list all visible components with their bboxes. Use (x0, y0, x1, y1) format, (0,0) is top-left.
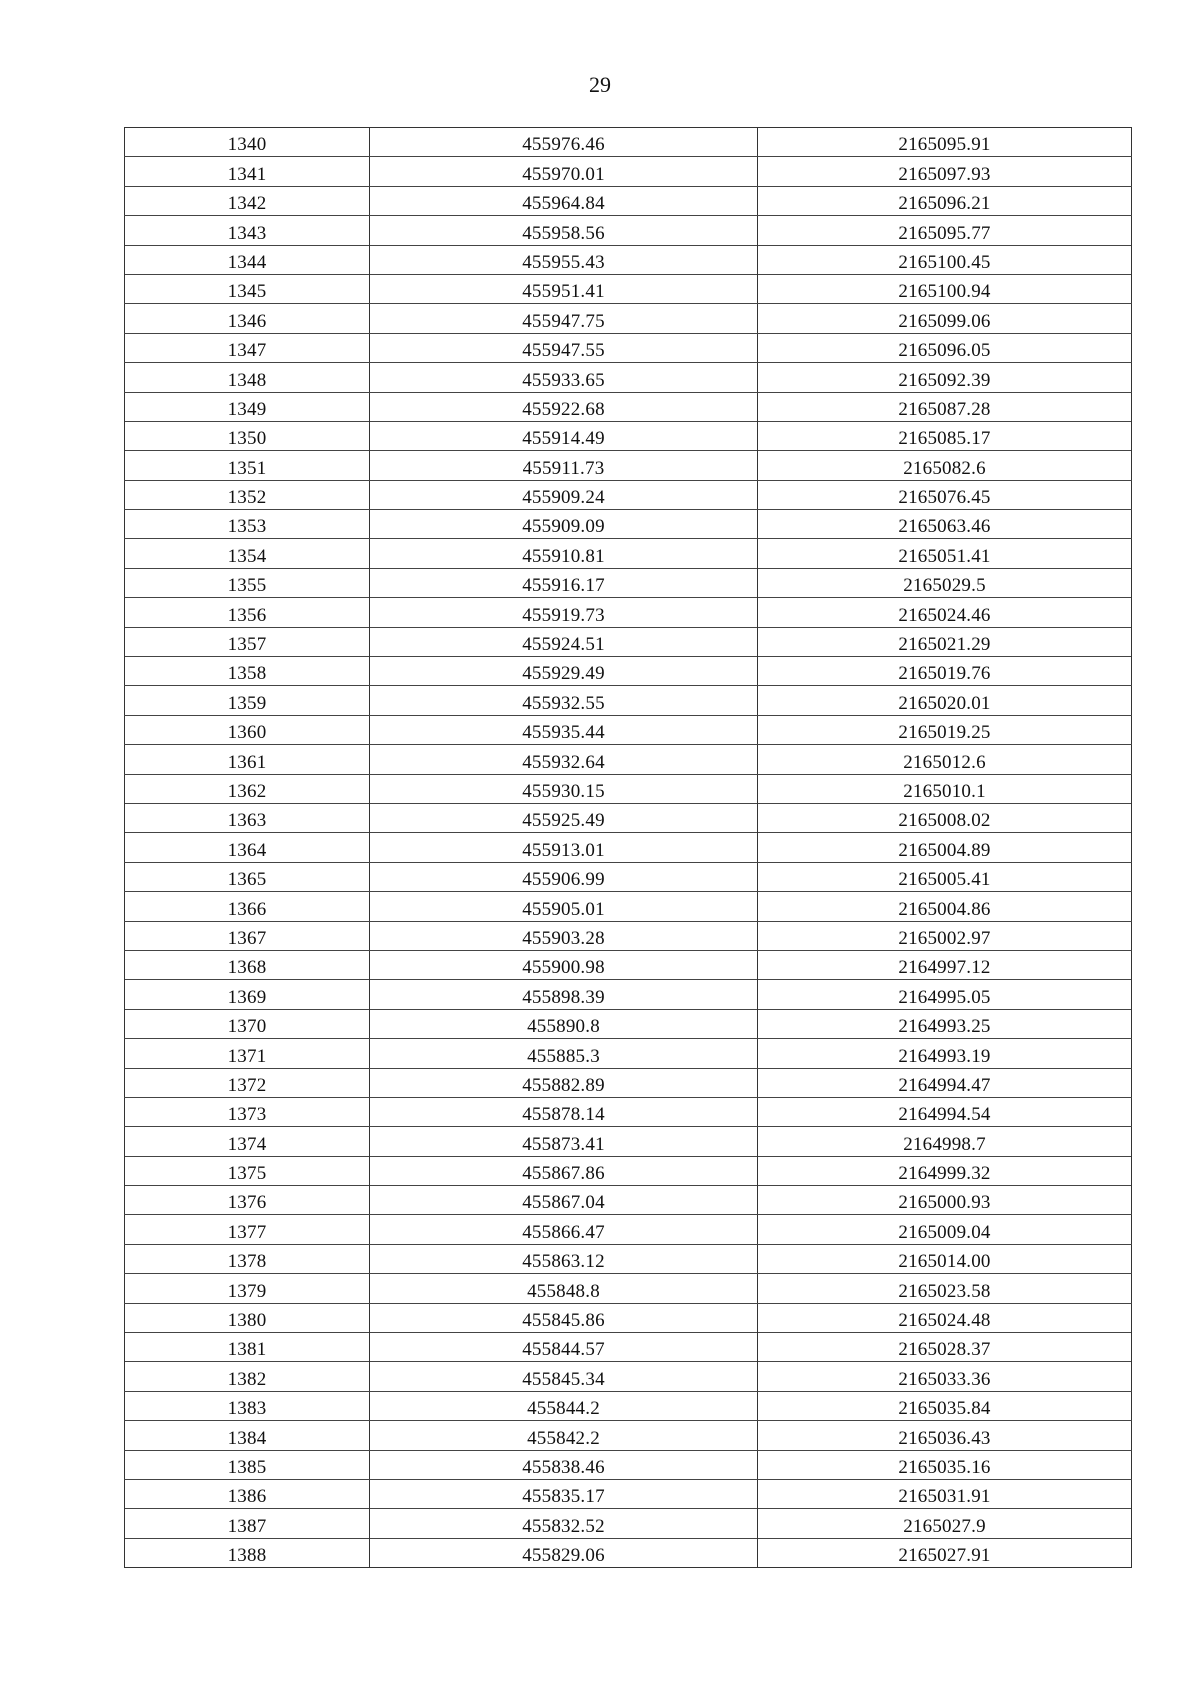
table-row (125, 274, 1132, 303)
x-coordinate-cell: 455903.28 (370, 921, 758, 950)
y-coordinate-cell: 2165087.28 (758, 392, 1132, 421)
x-coordinate-cell: 455947.55 (370, 333, 758, 362)
table-row (125, 833, 1132, 862)
table-row (125, 686, 1132, 715)
point-number-cell: 1345 (125, 274, 370, 303)
point-number-cell: 1344 (125, 245, 370, 274)
point-number-cell: 1354 (125, 539, 370, 568)
y-coordinate-cell: 2165024.48 (758, 1303, 1132, 1332)
x-coordinate-cell: 455890.8 (370, 1009, 758, 1038)
point-number-cell: 1375 (125, 1156, 370, 1185)
table-row (125, 1274, 1132, 1303)
x-coordinate-cell: 455838.46 (370, 1450, 758, 1479)
point-number-cell: 1353 (125, 510, 370, 539)
x-coordinate-cell: 455951.41 (370, 274, 758, 303)
table-row (125, 363, 1132, 392)
x-coordinate-cell: 455835.17 (370, 1479, 758, 1508)
x-coordinate-cell: 455844.57 (370, 1333, 758, 1362)
y-coordinate-cell: 2164997.12 (758, 950, 1132, 979)
x-coordinate-cell: 455932.64 (370, 745, 758, 774)
table-row (125, 1244, 1132, 1273)
y-coordinate-cell: 2165033.36 (758, 1362, 1132, 1391)
table-row (125, 1156, 1132, 1185)
table-row (125, 304, 1132, 333)
x-coordinate-cell: 455947.75 (370, 304, 758, 333)
point-number-cell: 1385 (125, 1450, 370, 1479)
point-number-cell: 1348 (125, 363, 370, 392)
table-row (125, 627, 1132, 656)
x-coordinate-cell: 455867.04 (370, 1186, 758, 1215)
x-coordinate-cell: 455829.06 (370, 1538, 758, 1567)
x-coordinate-cell: 455933.65 (370, 363, 758, 392)
y-coordinate-cell: 2165004.89 (758, 833, 1132, 862)
y-coordinate-cell: 2165028.37 (758, 1333, 1132, 1362)
y-coordinate-cell: 2165085.17 (758, 421, 1132, 450)
point-number-cell: 1371 (125, 1039, 370, 1068)
point-number-cell: 1384 (125, 1421, 370, 1450)
point-number-cell: 1364 (125, 833, 370, 862)
table-row (125, 892, 1132, 921)
point-number-cell: 1340 (125, 128, 370, 157)
y-coordinate-cell: 2165029.5 (758, 568, 1132, 597)
point-number-cell: 1352 (125, 480, 370, 509)
table-row (125, 1097, 1132, 1126)
x-coordinate-cell: 455914.49 (370, 421, 758, 450)
x-coordinate-cell: 455878.14 (370, 1097, 758, 1126)
point-number-cell: 1349 (125, 392, 370, 421)
y-coordinate-cell: 2165095.91 (758, 128, 1132, 157)
x-coordinate-cell: 455906.99 (370, 862, 758, 891)
table-row (125, 392, 1132, 421)
y-coordinate-cell: 2165021.29 (758, 627, 1132, 656)
x-coordinate-cell: 455845.86 (370, 1303, 758, 1332)
table-row (125, 1509, 1132, 1538)
y-coordinate-cell: 2165100.45 (758, 245, 1132, 274)
x-coordinate-cell: 455905.01 (370, 892, 758, 921)
x-coordinate-cell: 455970.01 (370, 157, 758, 186)
table-row (125, 1538, 1132, 1567)
x-coordinate-cell: 455935.44 (370, 715, 758, 744)
table-row (125, 803, 1132, 832)
y-coordinate-cell: 2165076.45 (758, 480, 1132, 509)
table-row (125, 1068, 1132, 1097)
table-row (125, 1009, 1132, 1038)
x-coordinate-cell: 455919.73 (370, 598, 758, 627)
x-coordinate-cell: 455929.49 (370, 657, 758, 686)
point-number-cell: 1381 (125, 1333, 370, 1362)
table-row (125, 598, 1132, 627)
point-number-cell: 1370 (125, 1009, 370, 1038)
point-number-cell: 1387 (125, 1509, 370, 1538)
y-coordinate-cell: 2164994.47 (758, 1068, 1132, 1097)
y-coordinate-cell: 2164993.19 (758, 1039, 1132, 1068)
table-row (125, 1127, 1132, 1156)
y-coordinate-cell: 2165010.1 (758, 774, 1132, 803)
point-number-cell: 1368 (125, 950, 370, 979)
table-row (125, 657, 1132, 686)
point-number-cell: 1359 (125, 686, 370, 715)
table-row (125, 1039, 1132, 1068)
y-coordinate-cell: 2165012.6 (758, 745, 1132, 774)
table-row (125, 186, 1132, 215)
table-row (125, 510, 1132, 539)
point-number-cell: 1367 (125, 921, 370, 950)
point-number-cell: 1378 (125, 1244, 370, 1273)
point-number-cell: 1363 (125, 803, 370, 832)
table-row (125, 245, 1132, 274)
point-number-cell: 1376 (125, 1186, 370, 1215)
point-number-cell: 1355 (125, 568, 370, 597)
x-coordinate-cell: 455958.56 (370, 216, 758, 245)
y-coordinate-cell: 2164993.25 (758, 1009, 1132, 1038)
point-number-cell: 1343 (125, 216, 370, 245)
x-coordinate-cell: 455976.46 (370, 128, 758, 157)
y-coordinate-cell: 2165002.97 (758, 921, 1132, 950)
point-number-cell: 1350 (125, 421, 370, 450)
point-number-cell: 1357 (125, 627, 370, 656)
y-coordinate-cell: 2165000.93 (758, 1186, 1132, 1215)
y-coordinate-cell: 2165023.58 (758, 1274, 1132, 1303)
table-row (125, 451, 1132, 480)
point-number-cell: 1373 (125, 1097, 370, 1126)
x-coordinate-cell: 455898.39 (370, 980, 758, 1009)
page-number: 29 (589, 72, 611, 97)
y-coordinate-cell: 2164999.32 (758, 1156, 1132, 1185)
table-row (125, 568, 1132, 597)
x-coordinate-cell: 455885.3 (370, 1039, 758, 1068)
y-coordinate-cell: 2165100.94 (758, 274, 1132, 303)
point-number-cell: 1351 (125, 451, 370, 480)
table-row (125, 480, 1132, 509)
y-coordinate-cell: 2165019.76 (758, 657, 1132, 686)
point-number-cell: 1383 (125, 1391, 370, 1420)
point-number-cell: 1365 (125, 862, 370, 891)
table-row (125, 157, 1132, 186)
x-coordinate-cell: 455911.73 (370, 451, 758, 480)
point-number-cell: 1369 (125, 980, 370, 1009)
y-coordinate-cell: 2165096.21 (758, 186, 1132, 215)
point-number-cell: 1361 (125, 745, 370, 774)
table-row (125, 216, 1132, 245)
x-coordinate-cell: 455932.55 (370, 686, 758, 715)
x-coordinate-cell: 455867.86 (370, 1156, 758, 1185)
table-row (125, 1421, 1132, 1450)
table-row (125, 421, 1132, 450)
table-row (125, 1450, 1132, 1479)
y-coordinate-cell: 2165009.04 (758, 1215, 1132, 1244)
point-number-cell: 1388 (125, 1538, 370, 1567)
x-coordinate-cell: 455842.2 (370, 1421, 758, 1450)
y-coordinate-cell: 2165097.93 (758, 157, 1132, 186)
y-coordinate-cell: 2165005.41 (758, 862, 1132, 891)
y-coordinate-cell: 2164998.7 (758, 1127, 1132, 1156)
y-coordinate-cell: 2165092.39 (758, 363, 1132, 392)
point-number-cell: 1358 (125, 657, 370, 686)
y-coordinate-cell: 2165095.77 (758, 216, 1132, 245)
y-coordinate-cell: 2164994.54 (758, 1097, 1132, 1126)
point-number-cell: 1377 (125, 1215, 370, 1244)
x-coordinate-cell: 455964.84 (370, 186, 758, 215)
point-number-cell: 1360 (125, 715, 370, 744)
x-coordinate-cell: 455844.2 (370, 1391, 758, 1420)
point-number-cell: 1356 (125, 598, 370, 627)
x-coordinate-cell: 455925.49 (370, 803, 758, 832)
table-row (125, 333, 1132, 362)
table-row (125, 128, 1132, 157)
y-coordinate-cell: 2165027.91 (758, 1538, 1132, 1567)
point-number-cell: 1386 (125, 1479, 370, 1508)
table-body (125, 128, 1132, 1568)
coordinates-table (124, 127, 1132, 1568)
x-coordinate-cell: 455845.34 (370, 1362, 758, 1391)
y-coordinate-cell: 2165063.46 (758, 510, 1132, 539)
table-row (125, 921, 1132, 950)
point-number-cell: 1382 (125, 1362, 370, 1391)
x-coordinate-cell: 455866.47 (370, 1215, 758, 1244)
x-coordinate-cell: 455910.81 (370, 539, 758, 568)
y-coordinate-cell: 2165014.00 (758, 1244, 1132, 1273)
y-coordinate-cell: 2165096.05 (758, 333, 1132, 362)
x-coordinate-cell: 455909.24 (370, 480, 758, 509)
y-coordinate-cell: 2165024.46 (758, 598, 1132, 627)
x-coordinate-cell: 455863.12 (370, 1244, 758, 1273)
x-coordinate-cell: 455922.68 (370, 392, 758, 421)
table-row (125, 1391, 1132, 1420)
x-coordinate-cell: 455882.89 (370, 1068, 758, 1097)
table-row (125, 1362, 1132, 1391)
table-row (125, 862, 1132, 891)
table-row (125, 745, 1132, 774)
y-coordinate-cell: 2165099.06 (758, 304, 1132, 333)
x-coordinate-cell: 455848.8 (370, 1274, 758, 1303)
x-coordinate-cell: 455930.15 (370, 774, 758, 803)
point-number-cell: 1374 (125, 1127, 370, 1156)
table-row (125, 1333, 1132, 1362)
y-coordinate-cell: 2165051.41 (758, 539, 1132, 568)
x-coordinate-cell: 455832.52 (370, 1509, 758, 1538)
table-row (125, 1186, 1132, 1215)
table-row (125, 715, 1132, 744)
point-number-cell: 1342 (125, 186, 370, 215)
y-coordinate-cell: 2165008.02 (758, 803, 1132, 832)
y-coordinate-cell: 2165031.91 (758, 1479, 1132, 1508)
x-coordinate-cell: 455873.41 (370, 1127, 758, 1156)
x-coordinate-cell: 455924.51 (370, 627, 758, 656)
table-row (125, 1479, 1132, 1508)
x-coordinate-cell: 455916.17 (370, 568, 758, 597)
x-coordinate-cell: 455955.43 (370, 245, 758, 274)
y-coordinate-cell: 2165036.43 (758, 1421, 1132, 1450)
y-coordinate-cell: 2164995.05 (758, 980, 1132, 1009)
x-coordinate-cell: 455913.01 (370, 833, 758, 862)
y-coordinate-cell: 2165004.86 (758, 892, 1132, 921)
point-number-cell: 1341 (125, 157, 370, 186)
y-coordinate-cell: 2165035.16 (758, 1450, 1132, 1479)
y-coordinate-cell: 2165019.25 (758, 715, 1132, 744)
table-row (125, 1303, 1132, 1332)
point-number-cell: 1380 (125, 1303, 370, 1332)
point-number-cell: 1346 (125, 304, 370, 333)
point-number-cell: 1362 (125, 774, 370, 803)
point-number-cell: 1347 (125, 333, 370, 362)
x-coordinate-cell: 455909.09 (370, 510, 758, 539)
table-row (125, 774, 1132, 803)
point-number-cell: 1379 (125, 1274, 370, 1303)
y-coordinate-cell: 2165035.84 (758, 1391, 1132, 1420)
y-coordinate-cell: 2165082.6 (758, 451, 1132, 480)
table-row (125, 980, 1132, 1009)
table-row (125, 1215, 1132, 1244)
point-number-cell: 1366 (125, 892, 370, 921)
y-coordinate-cell: 2165027.9 (758, 1509, 1132, 1538)
table-row (125, 950, 1132, 979)
table-row (125, 539, 1132, 568)
point-number-cell: 1372 (125, 1068, 370, 1097)
x-coordinate-cell: 455900.98 (370, 950, 758, 979)
y-coordinate-cell: 2165020.01 (758, 686, 1132, 715)
